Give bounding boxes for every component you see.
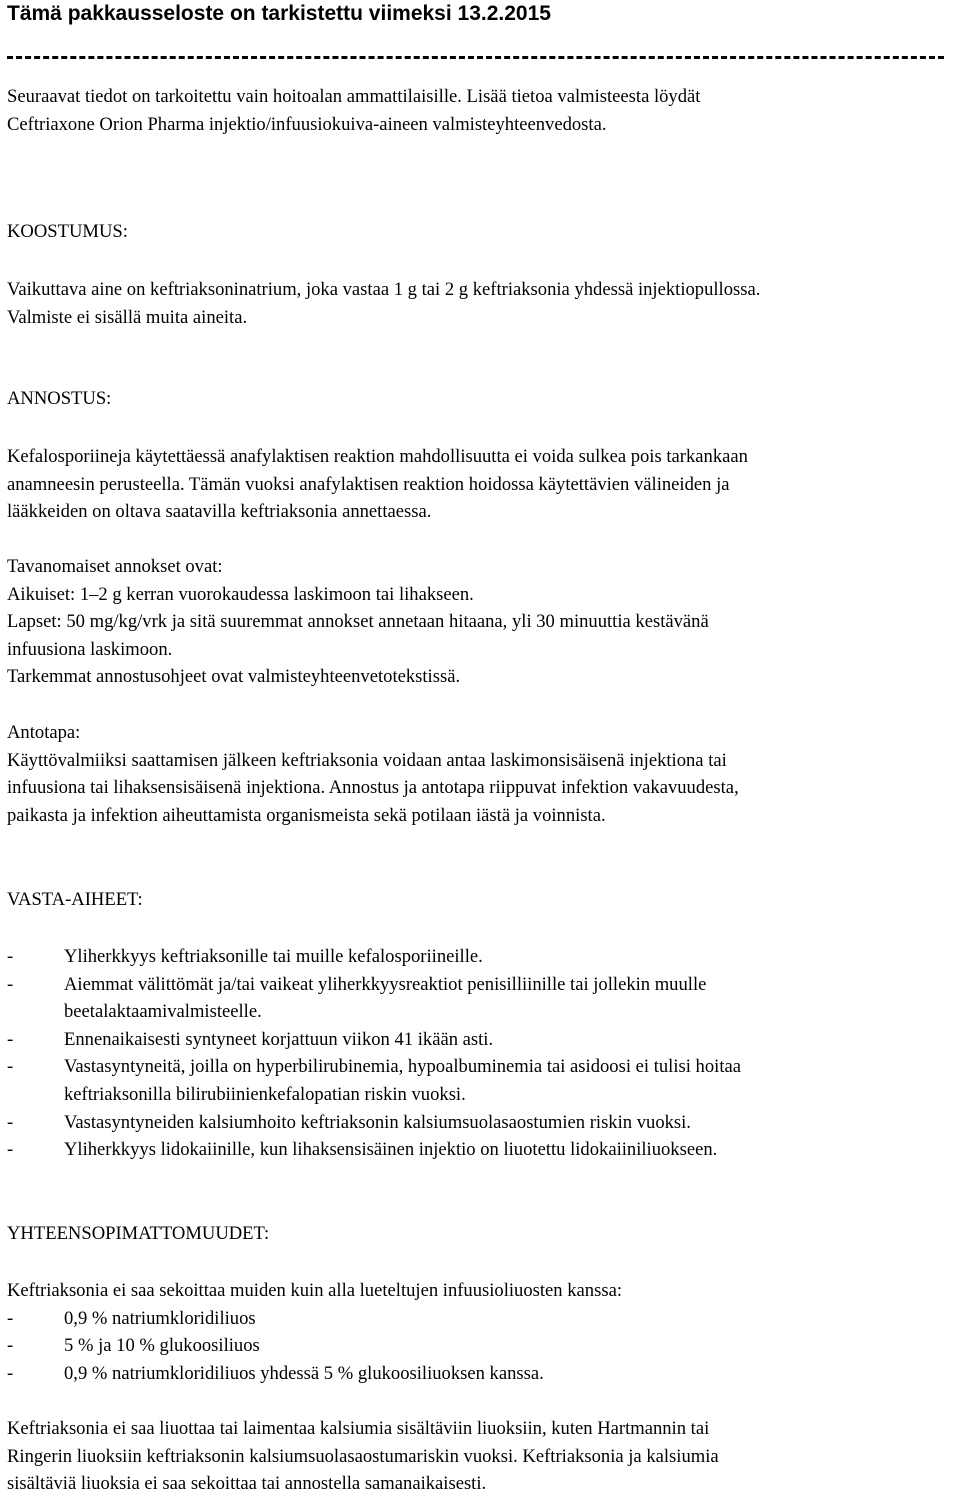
annostus-paragraph-1	[7, 443, 955, 526]
dash-bullet: -	[7, 973, 14, 995]
dash-bullet: -	[7, 1335, 14, 1357]
text-line: lääkkeiden on oltava saatavilla keftriaksonia annettaessa.	[7, 501, 432, 523]
list-item	[7, 943, 955, 971]
yhteensopimattomuudet-list-container	[7, 1277, 955, 1387]
yhteensopimattomuudet-closing-paragraph	[7, 1415, 955, 1498]
text-line: sisältäviä liuoksia ei saa sekoittaa tai annostella samanaikaisesti.	[7, 1473, 487, 1495]
text-line: Vaikuttava aine on keftriaksoninatrium, joka vastaa 1 g tai 2 g keftriaksonia yhdessä injektiopullossa.	[7, 279, 761, 300]
list-item	[7, 1053, 955, 1108]
text-line: 0,9 % natriumkloridiliuos	[64, 1307, 256, 1329]
dash-bullet: -	[7, 1139, 14, 1161]
text-line: Tarkemmat annostusohjeet ovat valmisteyhteenvetotekstissä.	[7, 666, 461, 688]
list-item	[7, 1136, 955, 1164]
list-item	[7, 1109, 955, 1137]
document-title: Tämä pakkausseloste on tarkistettu viimeksi 13.2.2015	[7, 2, 551, 25]
text-line: Lapset: 50 mg/kg/vrk ja sitä suuremmat annokset annetaan hitaana, yli 30 minuuttia kestävänä	[7, 611, 709, 633]
list-item	[7, 1305, 955, 1333]
section-heading-vasta-aiheet: VASTA-AIHEET:	[7, 889, 143, 910]
text-line: Valmiste ei sisällä muita aineita.	[7, 306, 248, 328]
text-line: Ennenaikaisesti syntyneet korjattuun viikon 41 ikään asti.	[64, 1028, 494, 1050]
text-line: Ceftriaxone Orion Pharma injektio/infuusiokuiva-aineen valmisteyhteenvedosta.	[7, 113, 607, 135]
text-line: Vastasyntyneiden kalsiumhoito keftriaksonin kalsiumsuolasaostumien riskin vuoksi.	[64, 1111, 691, 1133]
text-line: Ringerin liuoksiin keftriaksonin kalsiumsuolasaostumariskin vuoksi. Keftriaksonia ja kalsiumia	[7, 1445, 719, 1467]
vasta-aiheet-list-container	[7, 943, 955, 1164]
list-item	[7, 1360, 955, 1388]
text-line: infuusiona tai lihaksensisäisenä injektiona. Annostus ja antotapa riippuvat infektion vakavuudesta,	[7, 777, 739, 799]
infusion-solutions-list	[7, 1305, 955, 1388]
text-line: Yliherkkyys lidokaiinille, kun lihaksensisäinen injektio on liuotettu lidokaiiniliuokseen.	[64, 1139, 718, 1161]
text-line: Vastasyntyneitä, joilla on hyperbilirubinemia, hypoalbuminemia tai asidoosi ei tulisi hoitaa	[64, 1056, 741, 1078]
dash-bullet: -	[7, 1307, 14, 1329]
dash-bullet: -	[7, 1362, 14, 1384]
subheading-antotapa: Antotapa:	[7, 722, 81, 743]
list-item	[7, 1026, 955, 1054]
section-heading-annostus: ANNOSTUS:	[7, 388, 112, 409]
annostus-paragraph-2	[7, 553, 955, 691]
text-line: infuusiona laskimoon.	[7, 638, 173, 660]
vasta-aiheet-list	[7, 943, 955, 1164]
intro-paragraph	[7, 83, 955, 138]
text-line: Keftriaksonia ei saa liuottaa tai laimentaa kalsiumia sisältäviin liuoksiin, kuten Hartmannin tai	[7, 1418, 710, 1439]
text-line: Seuraavat tiedot on tarkoitettu vain hoitoalan ammattilaisille. Lisää tietoa valmisteesta löydät	[7, 86, 701, 107]
text-line: Aikuiset: 1–2 g kerran vuorokaudessa laskimoon tai lihakseen.	[7, 583, 474, 605]
koostumus-paragraph	[7, 276, 955, 331]
dash-bullet: -	[7, 946, 14, 967]
dash-bullet: -	[7, 1028, 14, 1050]
text-line: beetalaktaamivalmisteelle.	[64, 1001, 262, 1023]
text-line: Aiemmat välittömät ja/tai vaikeat yliherkkyysreaktiot penisilliinille tai jollekin muulle	[64, 973, 707, 995]
text-line: Kefalosporiineja käytettäessä anafylaktisen reaktion mahdollisuutta ei voida sulkea pois tarkankaan	[7, 446, 748, 467]
dash-bullet: -	[7, 1056, 14, 1078]
list-item	[7, 971, 955, 1026]
section-heading-koostumus: KOOSTUMUS:	[7, 221, 128, 242]
text-line: paikasta ja infektion aiheuttamista organismeista sekä potilaan iästä ja voinnista.	[7, 804, 606, 826]
text-line: 0,9 % natriumkloridiliuos yhdessä 5 % glukoosiliuoksen kanssa.	[64, 1362, 544, 1384]
text-line: 5 % ja 10 % glukoosiliuos	[64, 1335, 260, 1357]
text-line: Tavanomaiset annokset ovat:	[7, 556, 223, 577]
text-line: Käyttövalmiiksi saattamisen jälkeen keftriaksonia voidaan antaa laskimonsisäisenä injektiona tai	[7, 749, 727, 771]
text-line: Yliherkkyys keftriaksonille tai muille kefalosporiineille.	[64, 946, 483, 967]
annostus-paragraph-antotapa	[7, 719, 955, 829]
dashed-separator	[7, 56, 944, 59]
section-heading-yhteensopimattomuudet: YHTEENSOPIMATTOMUUDET:	[7, 1223, 270, 1244]
dash-bullet: -	[7, 1111, 14, 1133]
list-item	[7, 1332, 955, 1360]
text-line: keftriaksonilla bilirubiinienkefalopatian riskin vuoksi.	[64, 1083, 466, 1105]
text-line: anamneesin perusteella. Tämän vuoksi anafylaktisen reaktion hoidossa käytettävien välineiden ja	[7, 473, 730, 495]
text-line: Keftriaksonia ei saa sekoittaa muiden kuin alla lueteltujen infuusioliuosten kanssa:	[7, 1280, 622, 1301]
